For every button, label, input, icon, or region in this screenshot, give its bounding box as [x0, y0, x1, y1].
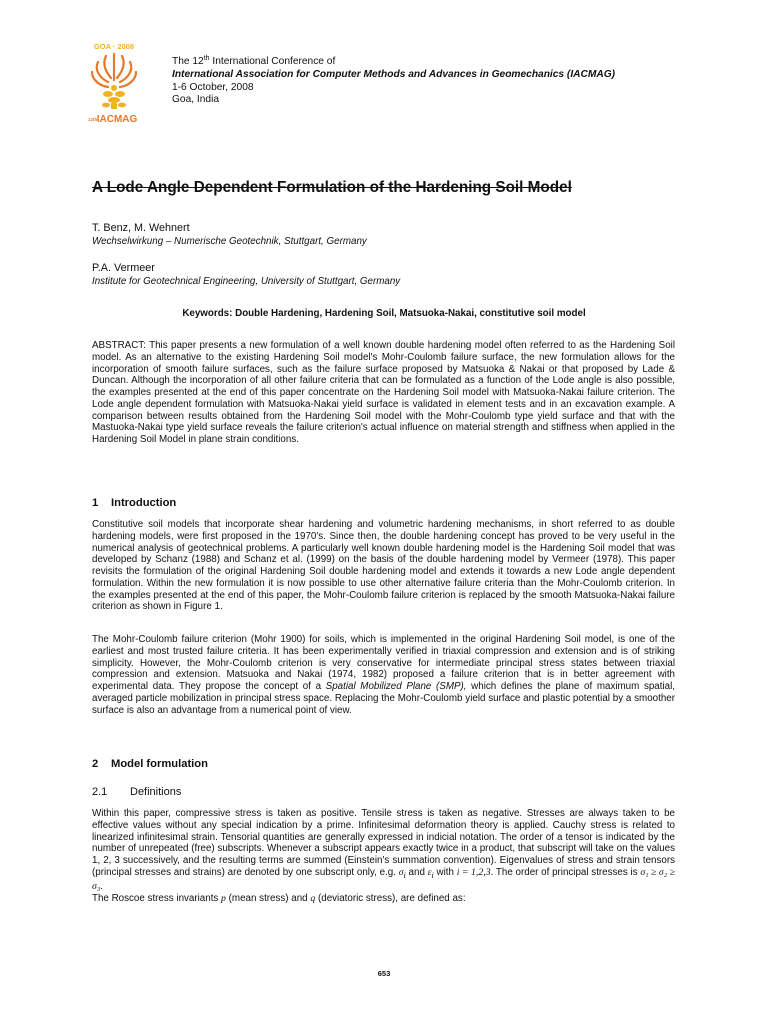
conference-label: International Conference of	[209, 56, 336, 67]
roscoe-text: The Roscoe stress invariants	[92, 893, 222, 905]
intro-paragraph-2	[92, 634, 675, 716]
stress-order: σ₁ ≥ σ₂ ≥ σ₃	[92, 866, 675, 893]
author-affiliation-1: Wechselwirkung – Numerische Geotechnik, Stuttgart, Germany	[92, 236, 367, 247]
roscoe-text: (mean stress) and	[225, 893, 311, 905]
intro-paragraph-1: Constitutive soil models that incorporate shear hardening and volumetric hardening mechanisms, in short referred to as double hardening models, were first proposed in the 1970's. Since then, the double hardening concept has proved to be very useful in the numerical analysis of geotechnical problems. A particularly well known double hardening model is the Hardening Soil model that was developed by Schanz (1988) and Schanz et al. (1999) on the basis of the double hardening model by Vermeer (1978). This paper revisits the formulation of the original Hardening Soil double hardening model and extends it towards a new Lode angle dependent formulation. Within the new formulation it is now possible to use other alternative failure criteria than the Mohr-Coulomb criterion. In the examples presented at the end of this paper, the Mohr-Coulomb failure criterion is replaced by the smooth Matsuoka-Nakai failure criterion as shown in Figure 1.	[92, 519, 675, 613]
conference-place: Goa, India	[172, 94, 220, 106]
conference-series: International Association for Computer Methods and Advances in Geomechanics (IACMAG)	[172, 68, 616, 80]
punctuation: .	[100, 881, 103, 893]
subscript-i: i	[403, 870, 406, 880]
subsection-heading-definitions	[92, 786, 181, 798]
section-title: Model formulation	[111, 758, 208, 770]
paper-title: A Lode Angle Dependent Formulation of the Hardening Soil Model	[92, 179, 572, 196]
section-number: 2	[92, 758, 99, 770]
intro-text: which defines the plane of maximum spatial, averaged particle mobilization in principal stress space. Replacing the Mohr-Coulomb yield surface and plastic potential by a smoother surface is also an advantage from a numerical point of view.	[92, 681, 675, 716]
logo-flame-icon	[92, 54, 136, 87]
definitions-text: Within this paper, compressive stress is taken as positive. Tensile stress is taken as negative. Stresses are always taken to be effective values without any special indication by a prime. Infinitesimal deformation theory is applied. Cauchy stress is related to linearized infinitesimal strain. Tensorial quantities are generally expressed in indicial notation. The order of a tensor is indicated by the number of unrepeated (free) subscripts. Whenever a subscript appears exactly twice in a product, that subscript will take on the values 1, 2, 3 successively, and the resulting terms are summed (Einstein's summation convention). Eigenvalues of stress and strain tensors (principal stresses and strains) are denoted by one subscript only, e.g.	[92, 808, 675, 878]
section-number: 1	[92, 497, 99, 509]
roscoe-text: (deviatoric stress), are defined as:	[315, 893, 466, 905]
conference-ordinal: The 12	[172, 56, 204, 67]
intro-text: The Mohr-Coulomb failure criterion (Mohr 1900) for soils, which is implemented in the original Hardening Soil model, is one of the earliest and most trusted failure criteria. It has been experimentally verified in triaxial compression and extension and is of striking simplicity. However, the Mohr-Coulomb criterion is very conservative for intermediate principal stress states between triaxial compression and extension. Matsuoka and Nakai (1974, 1982) proposed a failure criterion that is in better agreement with experimental data. They propose the concept of a	[92, 634, 675, 692]
logo-bottom-text: IACMAG	[96, 114, 138, 125]
subsection-title: Definitions	[130, 786, 182, 798]
epsilon-symbol: ε	[427, 866, 432, 878]
connector-text: with	[433, 866, 457, 878]
subscript-i: i	[431, 870, 434, 880]
author-affiliation-2: Institute for Geotechnical Engineering, University of Stuttgart, Germany	[92, 276, 401, 287]
logo-ornament-icon	[102, 85, 126, 109]
connector-text: and	[405, 866, 428, 878]
author-names-2: P.A. Vermeer	[92, 262, 155, 274]
abstract: ABSTRACT: This paper presents a new formulation of a well known double hardening model often referred to as the Hardening Soil model. As an alternative to the existing Hardening Soil model's Mohr-Coulomb failure surface, the new formulation allows for the incorporation of smooth failure surfaces, such as the failure surface proposed by Matsuoka & Nakai or that proposed by Lade & Duncan. Although the incorporation of all other failure criteria that can be formulated as a function of the Lode angle is also possible, the examples presented at the end of this paper concentrate on the Hardening Soil model with Matsuoka-Nakai failure criterion. The Lode angle dependent formulation with Matsuoka-Nakai yield surface is validated in element tests and in an excavation example. A comparison between results obtained from the Hardening Soil model with the Mohr-Coulomb type yield surface and that with the Mastuoka-Nakai type yield surface reveals the failure criterion's actual influence on material strength and stiffness when applied in the Hardening Soil Model in plane strain conditions.	[92, 340, 675, 445]
sigma-symbol: σ	[398, 866, 404, 878]
section-title: Introduction	[111, 497, 177, 509]
conference-header	[172, 56, 615, 107]
symbol-p: p	[221, 893, 226, 905]
author-names-1: T. Benz, M. Wehnert	[92, 222, 190, 234]
emphasis-text: Spatial Mobilized Plane (SMP),	[325, 681, 467, 692]
section-heading-model-formulation	[92, 758, 208, 770]
conference-logo	[84, 40, 144, 126]
keywords: Keywords: Double Hardening, Hardening Soil, Matsuoka-Nakai, constitutive soil model	[182, 308, 586, 319]
ordinal-suffix: th	[203, 55, 210, 62]
symbol-q: q	[310, 893, 316, 905]
definitions-text: . The order of principal stresses is	[490, 866, 641, 878]
page-number: 653	[377, 969, 391, 978]
subsection-number: 2.1	[92, 786, 108, 798]
logo-top-text: GOA · 2008	[93, 42, 135, 51]
conference-dates: 1-6 October, 2008	[172, 81, 254, 93]
section-heading-introduction	[92, 497, 176, 509]
logo-side-text: 12th	[88, 117, 98, 122]
conference-line	[172, 56, 615, 69]
index-range: i = 1,2,3	[456, 866, 491, 878]
definitions-paragraph	[92, 808, 675, 905]
